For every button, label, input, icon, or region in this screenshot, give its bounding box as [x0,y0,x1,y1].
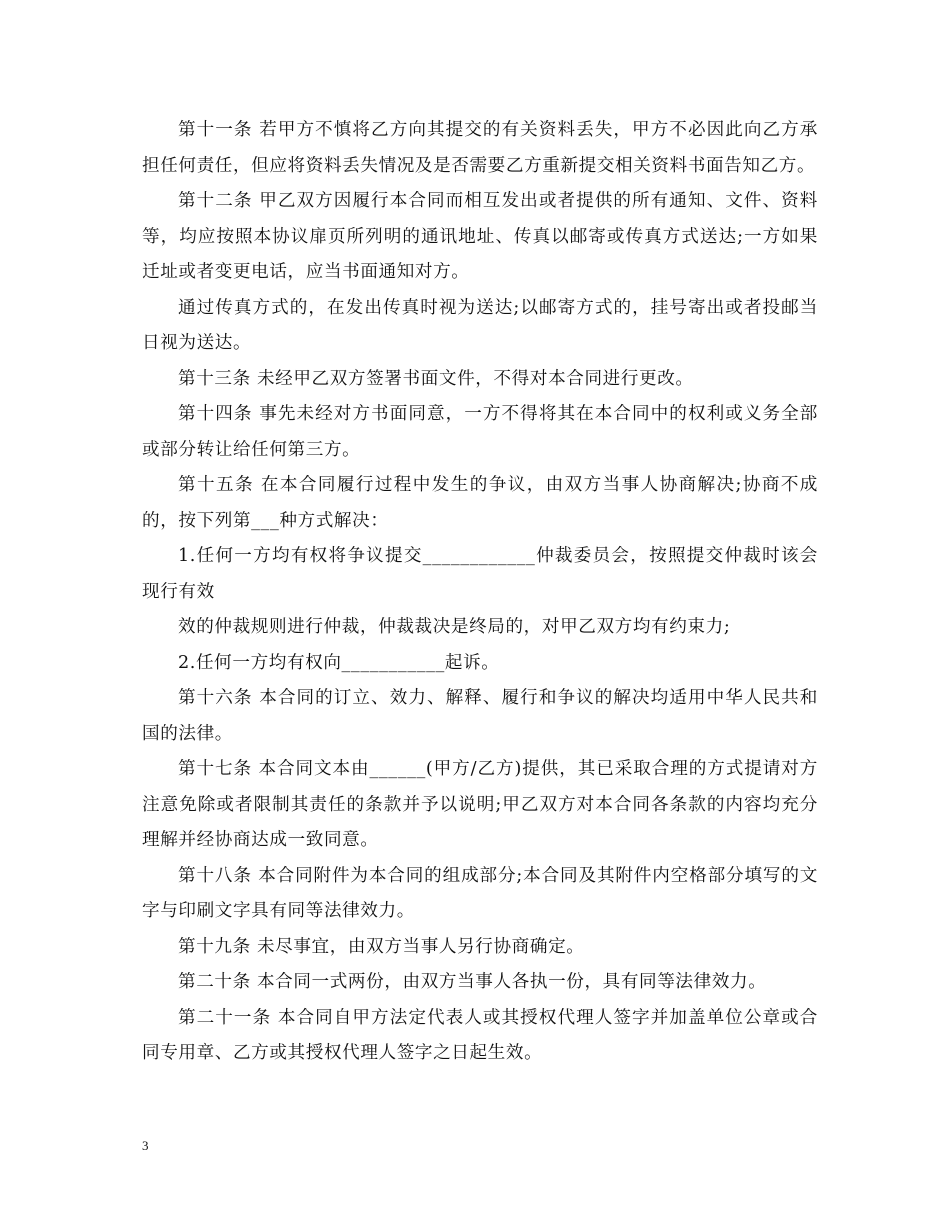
clause-14: 第十四条 事先未经对方书面同意，一方不得将其在本合同中的权利或义务全部或部分转让给任何第三方。 [142,404,818,460]
clause-19: 第十九条 未尽事宜，由双方当事人另行协商确定。 [178,936,585,957]
clause-16: 第十六条 本合同的订立、效力、解释、履行和争议的解决均适用中华人民共和国的法律。 [142,688,818,744]
clause-17: 第十七条 本合同文本由______(甲方/乙方)提供，其已采取合理的方式提请对方注意免除或者限制其责任的条款并予以说明;甲乙双方对本合同各条款的内容均充分理解并经协商达成一致同意。 [142,759,818,850]
clause-11: 第十一条 若甲方不慎将乙方向其提交的有关资料丢失，甲方不必因此向乙方承担任何责任，但应将资料丢失情况及是否需要乙方重新提交相关资料书面告知乙方。 [142,120,818,176]
page-number: 3 [142,1138,149,1153]
clause-20: 第二十条 本合同一式两份，由双方当事人各执一份，具有同等法律效力。 [178,972,767,992]
clause-15: 第十五条 在本合同履行过程中发生的争议，由双方当事人协商解决;协商不成的，按下列第___种方式解决： [142,475,818,531]
clause-13: 第十三条 未经甲乙双方签署书面文件，不得对本合同进行更改。 [178,368,694,389]
clause-15-option-2: 2.任何一方均有权向___________起诉。 [178,652,500,673]
clause-12: 第十二条 甲乙双方因履行本合同而相互发出或者提供的所有通知、文件、资料等，均应按照本协议扉页所列明的通讯地址、传真以邮寄或传真方式送达;一方如果迁址或者变更电话，应当书面通知对方。 [142,191,818,282]
clause-21: 第二十一条 本合同自甲方法定代表人或其授权代理人签字并加盖单位公章或合同专用章、乙方或其授权代理人签字之日起生效。 [142,1007,818,1063]
clause-12-fax-delivery: 通过传真方式的，在发出传真时视为送达;以邮寄方式的，挂号寄出或者投邮当日视为送达。 [142,297,818,353]
clause-18: 第十八条 本合同附件为本合同的组成部分;本合同及其附件内空格部分填写的文字与印刷文字具有同等法律效力。 [142,865,818,921]
clause-15-option-1-continued: 效的仲裁规则进行仲裁，仲裁裁决是终局的，对甲乙双方均有约束力; [178,617,731,637]
contract-body [142,113,818,1072]
clause-15-option-1: 1.任何一方均有权将争议提交____________仲裁委员会，按照提交仲裁时该会现行有效 [142,546,818,602]
